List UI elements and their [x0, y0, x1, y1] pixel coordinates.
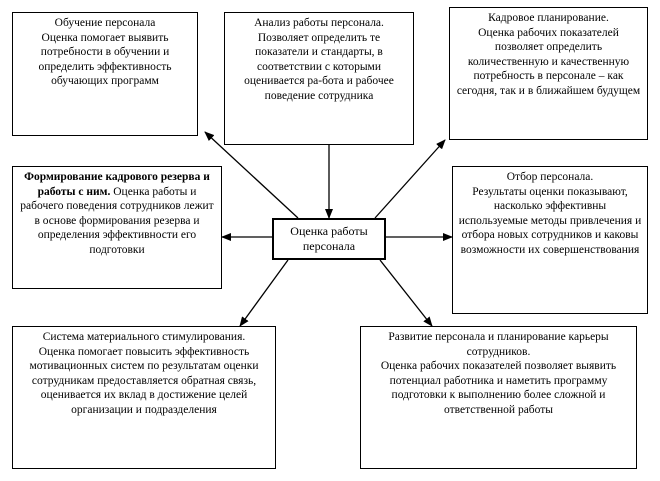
career-box — [360, 326, 637, 469]
incentives-body: Оценка помогает повысить эффективность мотивационных систем по результатам оценки сотрудникам предоставляется обратная связь, оценивается их вклад в достижение целей организации и подразделения — [29, 345, 259, 416]
center-box — [272, 218, 386, 260]
incentives-box — [12, 326, 276, 469]
arrow-to-incentives — [240, 260, 288, 326]
training-title: Обучение персонала — [54, 17, 156, 29]
training-box — [12, 12, 198, 136]
selection-body: Результаты оценки показывают, насколько эффективны используемые методы привлечения и отбора новых сотрудников и каковы возможности их совершенствования — [458, 185, 642, 256]
analysis-body: Позволяет определить те показатели и стандарты, в соответствии с которыми оценивается ра-бота и рабочее поведение сотрудника — [244, 31, 394, 102]
reserve-body: Оценка работы и рабочего поведения сотрудников лежит в основе формирования резерва и определения эффективности его подготовки — [20, 185, 214, 256]
selection-box — [452, 166, 648, 314]
analysis-title: Анализ работы персонала. — [254, 17, 384, 29]
reserve-title: Формирование кадрового резерва и работы с ним. — [24, 171, 210, 198]
selection-title: Отбор персонала. — [506, 171, 594, 183]
center-title-line1: Оценка работы — [290, 224, 368, 238]
arrow-to-planning — [375, 140, 445, 218]
planning-title: Кадровое планирование. — [488, 12, 609, 24]
incentives-title: Система материального стимулирования. — [42, 331, 246, 343]
center-title-line2: персонала — [302, 239, 356, 253]
planning-body: Оценка рабочих показателей позволяет определить количественную и качественную потребность в персонале – как сегодня, так и в ближайшем будущем — [456, 26, 641, 97]
arrow-to-career — [380, 260, 432, 326]
career-title: Развитие персонала и планирование карьеры сотрудников. — [388, 331, 609, 358]
reserve-box — [12, 166, 222, 289]
training-body: Оценка помогает выявить потребности в обучении и определить эффективность обучающих программ — [38, 31, 172, 87]
analysis-box — [224, 12, 414, 145]
planning-box — [449, 7, 648, 140]
career-body: Оценка рабочих показателей позволяет выявить потенциал работника и наметить программу подготовки к выполнению более сложной и ответственной работы — [380, 360, 617, 416]
